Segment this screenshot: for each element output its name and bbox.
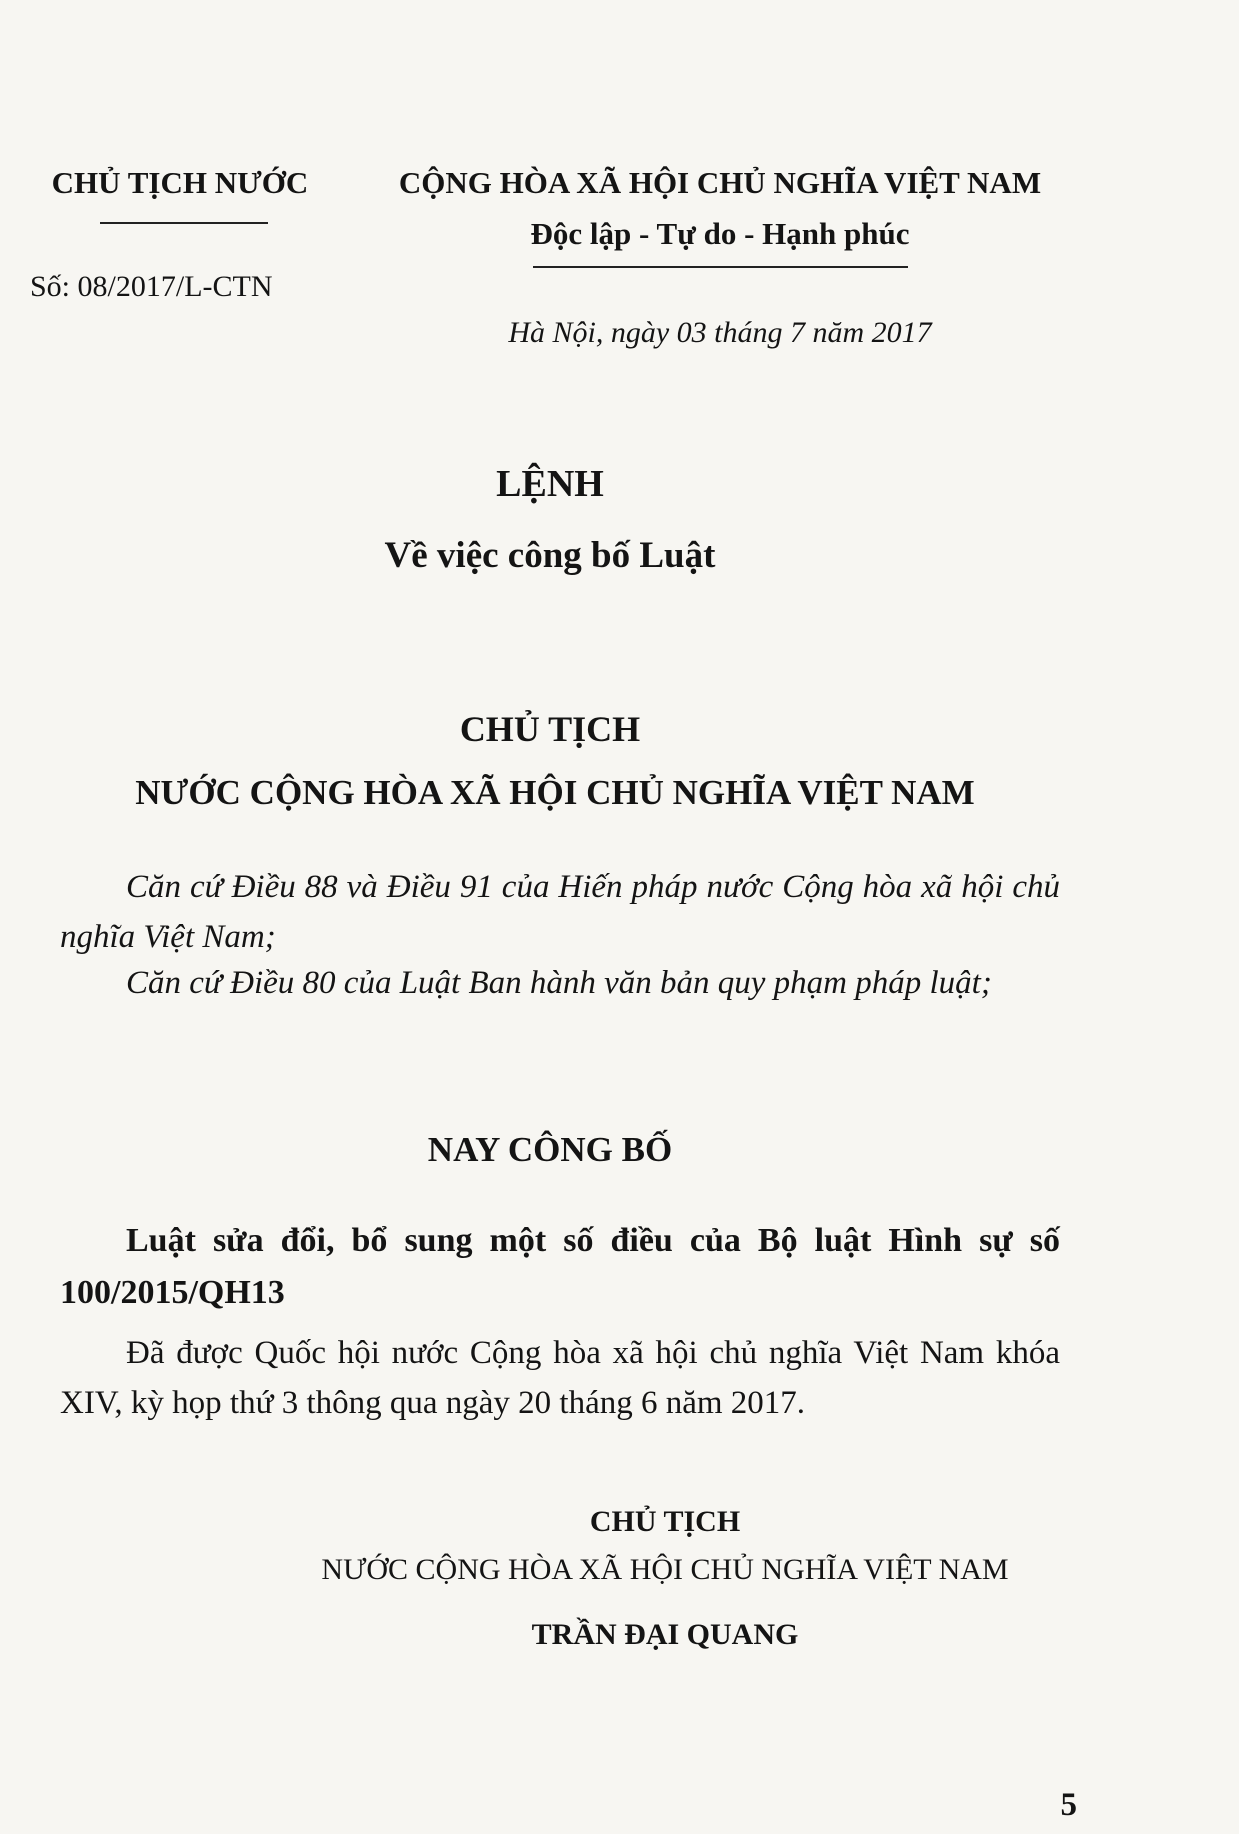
page-number: 5 [1060,1787,1077,1823]
national-title: CỘNG HÒA XÃ HỘI CHỦ NGHĨA VIỆT NAM [398,165,1042,200]
place-date: Hà Nội, ngày 03 tháng 7 năm 2017 [508,316,932,349]
proclamation-heading: NAY CÔNG BỐ [427,1130,673,1169]
legal-basis-law: Căn cứ Điều 80 của Luật Ban hành văn bản quy phạm pháp luật; [126,965,992,1001]
law-name: Luật sửa đổi, bổ sung một số điều của Bộ luật Hình sự số 100/2015/QH13 [60,1222,1060,1311]
motto-divider [533,266,908,268]
signature-organization: NƯỚC CỘNG HÒA XÃ HỘI CHỦ NGHĨA VIỆT NAM [321,1553,1009,1586]
issuer-divider [100,222,268,224]
authority-name: NƯỚC CỘNG HÒA XÃ HỘI CHỦ NGHĨA VIỆT NAM [135,773,975,812]
document-subject: Về việc công bố Luật [384,535,716,576]
national-motto: Độc lập - Tự do - Hạnh phúc [530,216,910,251]
legal-basis-constitution: Căn cứ Điều 88 và Điều 91 của Hiến pháp nước Cộng hòa xã hội chủ nghĩa Việt Nam; [60,869,1060,955]
document-type-title: LỆNH [496,463,604,505]
authority-title: CHỦ TỊCH [459,709,641,749]
passage-statement: Đã được Quốc hội nước Cộng hòa xã hội chủ nghĩa Việt Nam khóa XIV, kỳ họp thứ 3 thông qua ngày 20 tháng 6 năm 2017. [60,1335,1060,1421]
issuer-heading: CHỦ TỊCH NƯỚC [51,165,309,200]
document-number: Số: 08/2017/L-CTN [30,270,273,303]
signer-name: TRẦN ĐẠI QUANG [531,1618,799,1651]
signature-title: CHỦ TỊCH [589,1505,741,1538]
